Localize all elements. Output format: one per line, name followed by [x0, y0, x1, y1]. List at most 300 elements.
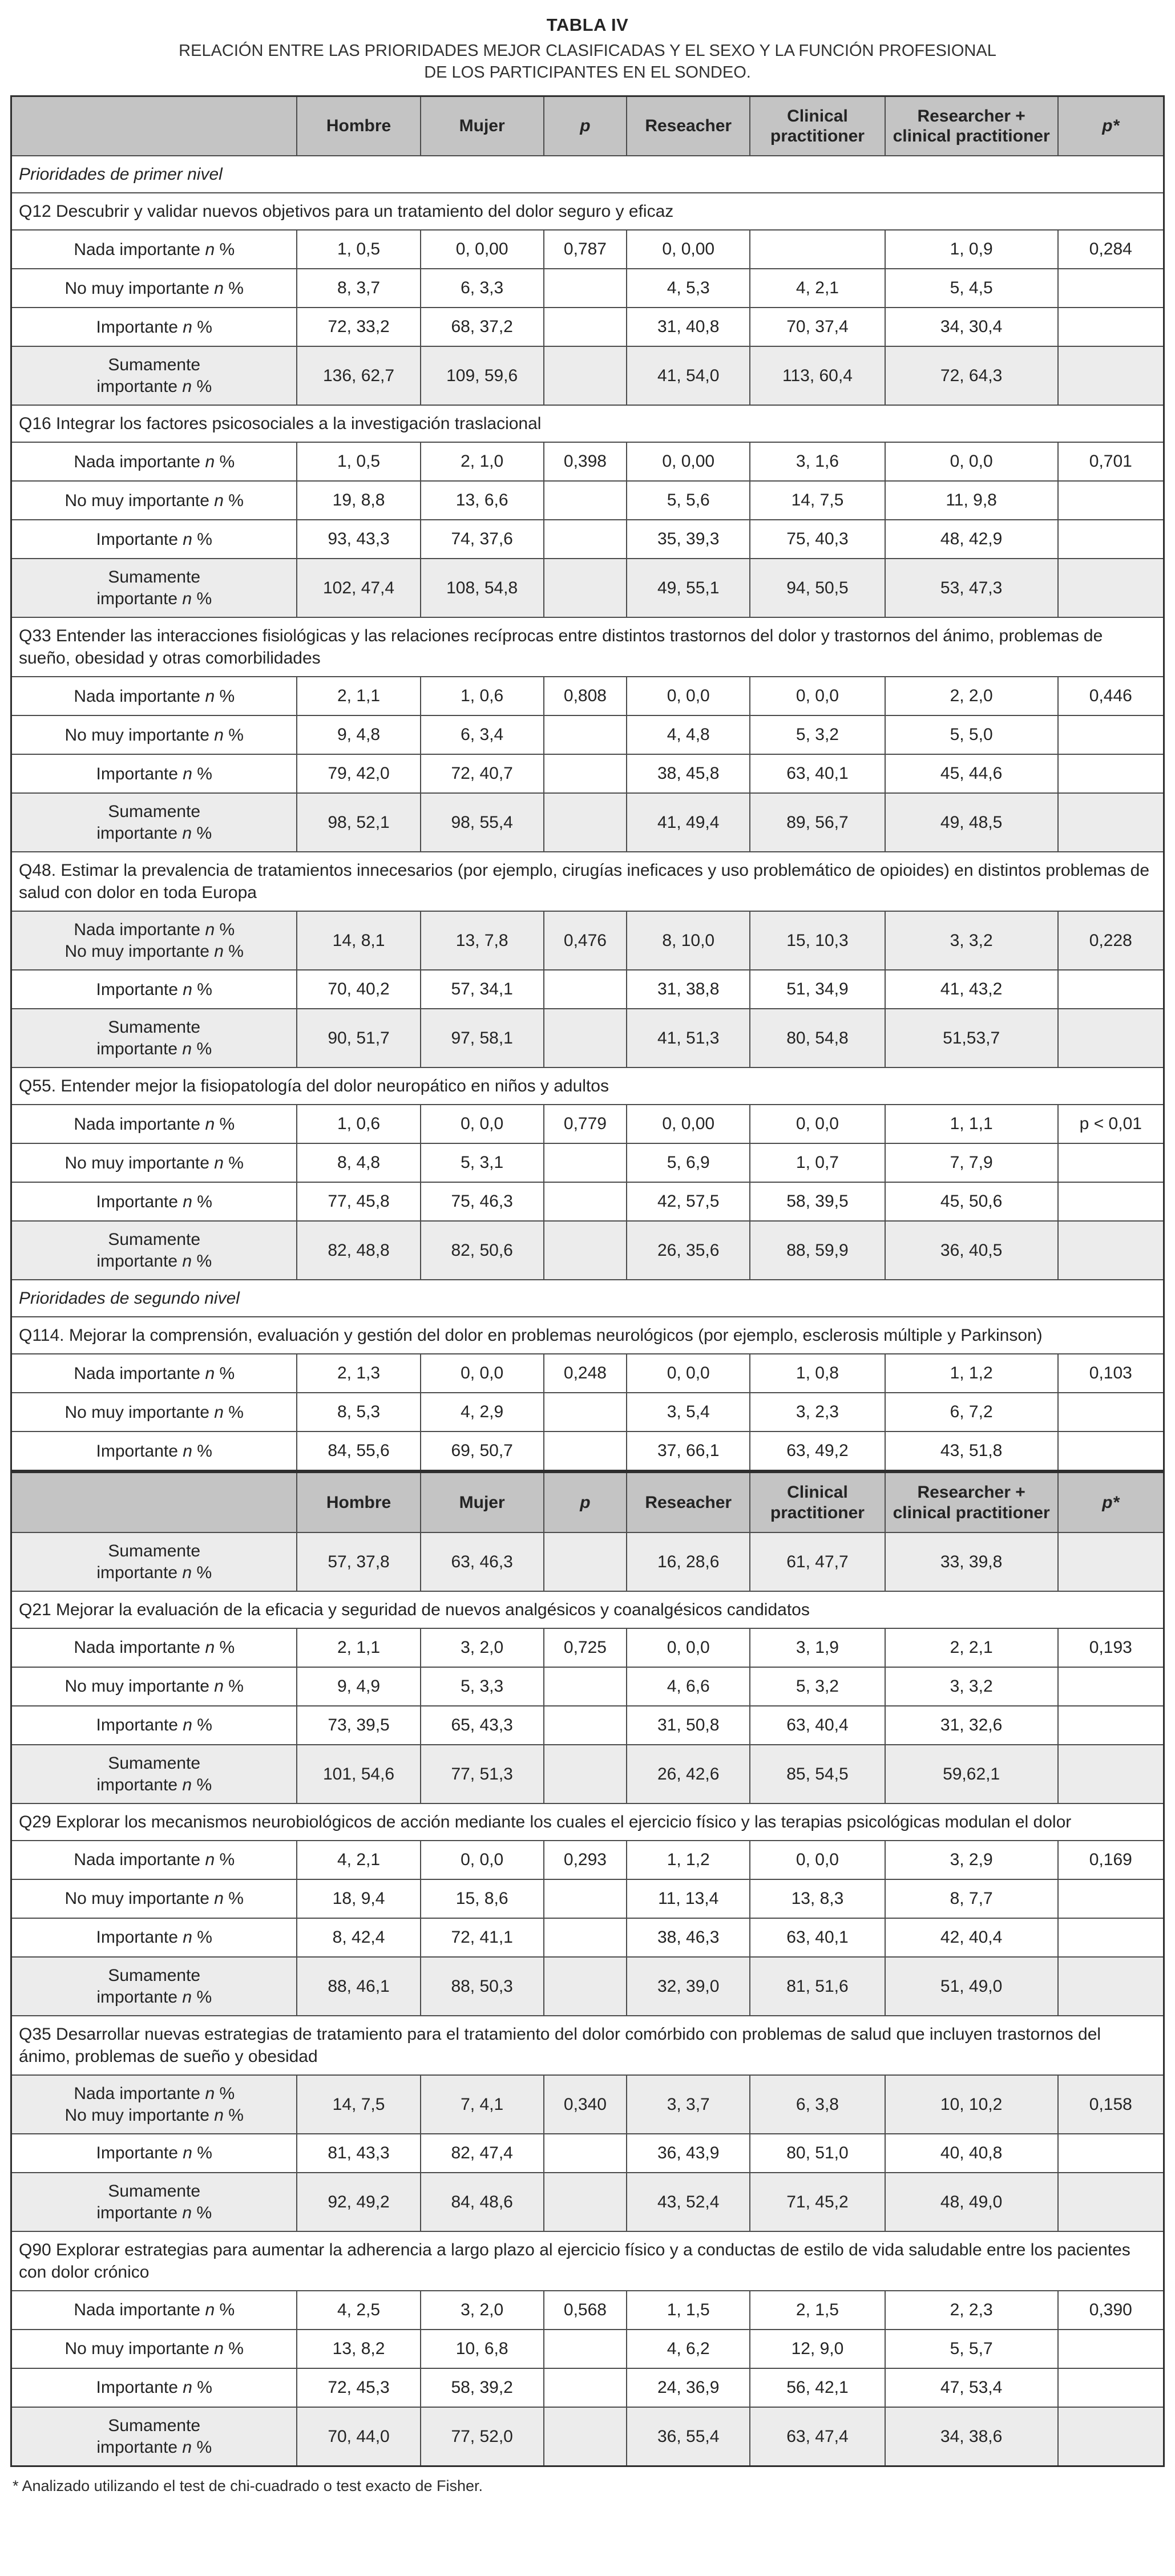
- cell-clinical-practitioner: 15, 10,3: [750, 911, 885, 970]
- row-label: Sumamente importante n %: [11, 2173, 297, 2231]
- row-label: Importante n %: [11, 1706, 297, 1745]
- cell-clinical-practitioner: 5, 3,2: [750, 1667, 885, 1706]
- question-row: [11, 1317, 1164, 1354]
- cell-p: [544, 2134, 627, 2173]
- question-row: [11, 405, 1164, 442]
- question-row: [11, 1591, 1164, 1628]
- cell-reseacher: 0, 0,00: [627, 442, 750, 481]
- cell-p: 0,476: [544, 911, 627, 970]
- cell-clinical-practitioner: 80, 54,8: [750, 1009, 885, 1067]
- cell-p-star: [1058, 1667, 1164, 1706]
- section-text: Prioridades de segundo nivel: [11, 1280, 1164, 1317]
- cell-p: [544, 2173, 627, 2231]
- cell-clinical-practitioner: 0, 0,0: [750, 677, 885, 715]
- column-header-researcher-clinical-practitioner: Researcher + clinical practitioner: [885, 96, 1058, 156]
- cell-reseacher: 4, 6,6: [627, 1667, 750, 1706]
- cell-p-star: [1058, 793, 1164, 852]
- cell-p: 0,340: [544, 2075, 627, 2134]
- cell-reseacher: 38, 46,3: [627, 1918, 750, 1957]
- cell-clinical-practitioner: 51, 34,9: [750, 970, 885, 1009]
- cell-hombre: 4, 2,5: [297, 2291, 420, 2330]
- cell-mujer: 13, 6,6: [421, 481, 544, 520]
- table-row: [11, 793, 1164, 852]
- column-header-hombre: Hombre: [297, 1471, 420, 1532]
- row-label: Nada importante n % No muy importante n %: [11, 911, 297, 970]
- cell-mujer: 0, 0,0: [421, 1841, 544, 1879]
- row-label: No muy importante n %: [11, 2330, 297, 2368]
- row-label: No muy importante n %: [11, 269, 297, 308]
- row-label: Importante n %: [11, 520, 297, 559]
- table-row: [11, 1706, 1164, 1745]
- cell-reseacher: 31, 50,8: [627, 1706, 750, 1745]
- table-row: [11, 442, 1164, 481]
- cell-researcher-clinical-practitioner: 1, 1,2: [885, 1354, 1058, 1393]
- cell-p-star: 0,193: [1058, 1628, 1164, 1667]
- cell-researcher-clinical-practitioner: 1, 1,1: [885, 1105, 1058, 1143]
- row-label: Nada importante n %: [11, 230, 297, 269]
- cell-p: [544, 2330, 627, 2368]
- cell-mujer: 1, 0,6: [421, 677, 544, 715]
- row-label: No muy importante n %: [11, 1393, 297, 1431]
- cell-researcher-clinical-practitioner: 5, 4,5: [885, 269, 1058, 308]
- table-row: [11, 677, 1164, 715]
- cell-p: [544, 1393, 627, 1431]
- cell-researcher-clinical-practitioner: 48, 49,0: [885, 2173, 1058, 2231]
- cell-p-star: [1058, 1745, 1164, 1803]
- cell-mujer: 13, 7,8: [421, 911, 544, 970]
- cell-mujer: 74, 37,6: [421, 520, 544, 559]
- table-footnote: * Analizado utilizando el test de chi-cuadrado o test exacto de Fisher.: [13, 2477, 483, 2495]
- cell-reseacher: 36, 43,9: [627, 2134, 750, 2173]
- cell-reseacher: 49, 55,1: [627, 559, 750, 617]
- row-label: Nada importante n %: [11, 442, 297, 481]
- table-row: [11, 2407, 1164, 2466]
- cell-mujer: 68, 37,2: [421, 308, 544, 346]
- cell-mujer: 3, 2,0: [421, 1628, 544, 1667]
- column-header-label: [11, 96, 297, 156]
- cell-hombre: 57, 37,8: [297, 1532, 420, 1591]
- cell-reseacher: 0, 0,00: [627, 1105, 750, 1143]
- cell-hombre: 101, 54,6: [297, 1745, 420, 1803]
- column-header-p-star: p*: [1058, 96, 1164, 156]
- question-text: Q16 Integrar los factores psicosociales a la investigación traslacional: [11, 405, 1164, 442]
- cell-p-star: [1058, 308, 1164, 346]
- cell-researcher-clinical-practitioner: 2, 2,3: [885, 2291, 1058, 2330]
- row-label: No muy importante n %: [11, 1667, 297, 1706]
- table-row: [11, 1182, 1164, 1221]
- question-row: [11, 2016, 1164, 2075]
- cell-reseacher: 16, 28,6: [627, 1532, 750, 1591]
- cell-mujer: 5, 3,3: [421, 1667, 544, 1706]
- cell-researcher-clinical-practitioner: 1, 0,9: [885, 230, 1058, 269]
- table-subtitle-line-1: RELACIÓN ENTRE LAS PRIORIDADES MEJOR CLASIFICADAS Y EL SEXO Y LA FUNCIÓN PROFESIONAL: [179, 42, 996, 60]
- cell-p: [544, 1009, 627, 1067]
- cell-p-star: 0,446: [1058, 677, 1164, 715]
- cell-p: [544, 1143, 627, 1182]
- table-row: [11, 911, 1164, 970]
- table-row: [11, 2330, 1164, 2368]
- cell-hombre: 1, 0,5: [297, 230, 420, 269]
- cell-p: [544, 308, 627, 346]
- cell-clinical-practitioner: 12, 9,0: [750, 2330, 885, 2368]
- question-text: Q35 Desarrollar nuevas estrategias de tratamiento para el tratamiento del dolor comórbido con problemas de salud que incluyen trastornos del ánimo, problemas de sueño y obesidad: [11, 2016, 1164, 2075]
- cell-researcher-clinical-practitioner: 31, 32,6: [885, 1706, 1058, 1745]
- cell-hombre: 13, 8,2: [297, 2330, 420, 2368]
- cell-p: [544, 754, 627, 793]
- cell-reseacher: 37, 66,1: [627, 1431, 750, 1471]
- row-label: Importante n %: [11, 308, 297, 346]
- cell-reseacher: 31, 38,8: [627, 970, 750, 1009]
- cell-reseacher: 5, 6,9: [627, 1143, 750, 1182]
- cell-mujer: 98, 55,4: [421, 793, 544, 852]
- cell-p-star: [1058, 346, 1164, 405]
- row-label: Nada importante n %: [11, 1628, 297, 1667]
- cell-mujer: 0, 0,0: [421, 1105, 544, 1143]
- cell-p-star: [1058, 1879, 1164, 1918]
- table-row: [11, 230, 1164, 269]
- cell-reseacher: 5, 5,6: [627, 481, 750, 520]
- cell-researcher-clinical-practitioner: 2, 2,1: [885, 1628, 1058, 1667]
- column-header-label: [11, 1471, 297, 1532]
- question-text: Q114. Mejorar la comprensión, evaluación y gestión del dolor en problemas neurológicos (por ejemplo, esclerosis múltiple y Parkinson): [11, 1317, 1164, 1354]
- row-label: Sumamente importante n %: [11, 1957, 297, 2016]
- cell-hombre: 92, 49,2: [297, 2173, 420, 2231]
- cell-p: 0,808: [544, 677, 627, 715]
- row-label: Nada importante n %: [11, 677, 297, 715]
- table-row: [11, 481, 1164, 520]
- column-header-p: p: [544, 1471, 627, 1532]
- cell-p-star: [1058, 269, 1164, 308]
- cell-hombre: 102, 47,4: [297, 559, 420, 617]
- cell-researcher-clinical-practitioner: 47, 53,4: [885, 2368, 1058, 2407]
- cell-clinical-practitioner: 88, 59,9: [750, 1221, 885, 1280]
- cell-reseacher: 1, 1,2: [627, 1841, 750, 1879]
- cell-reseacher: 41, 51,3: [627, 1009, 750, 1067]
- column-header-clinical-practitioner: Clinical practitioner: [750, 96, 885, 156]
- cell-p: [544, 269, 627, 308]
- table-row: [11, 308, 1164, 346]
- table-row: [11, 715, 1164, 754]
- cell-p-star: [1058, 481, 1164, 520]
- cell-p: [544, 1182, 627, 1221]
- cell-mujer: 4, 2,9: [421, 1393, 544, 1431]
- cell-reseacher: 4, 5,3: [627, 269, 750, 308]
- column-header-reseacher: Reseacher: [627, 1471, 750, 1532]
- cell-researcher-clinical-practitioner: 49, 48,5: [885, 793, 1058, 852]
- cell-p: [544, 1745, 627, 1803]
- cell-reseacher: 3, 5,4: [627, 1393, 750, 1431]
- cell-researcher-clinical-practitioner: 42, 40,4: [885, 1918, 1058, 1957]
- cell-clinical-practitioner: 63, 49,2: [750, 1431, 885, 1471]
- cell-clinical-practitioner: 58, 39,5: [750, 1182, 885, 1221]
- cell-clinical-practitioner: 61, 47,7: [750, 1532, 885, 1591]
- cell-p-star: [1058, 970, 1164, 1009]
- cell-clinical-practitioner: 63, 40,1: [750, 1918, 885, 1957]
- cell-p-star: [1058, 520, 1164, 559]
- cell-reseacher: 36, 55,4: [627, 2407, 750, 2466]
- cell-clinical-practitioner: [750, 230, 885, 269]
- cell-researcher-clinical-practitioner: 48, 42,9: [885, 520, 1058, 559]
- table-row: [11, 2075, 1164, 2134]
- table-title: TABLA IV: [546, 15, 629, 35]
- cell-reseacher: 42, 57,5: [627, 1182, 750, 1221]
- row-label: Importante n %: [11, 754, 297, 793]
- question-text: Q12 Descubrir y validar nuevos objetivos para un tratamiento del dolor seguro y eficaz: [11, 193, 1164, 230]
- cell-researcher-clinical-practitioner: 36, 40,5: [885, 1221, 1058, 1280]
- cell-p-star: 0,390: [1058, 2291, 1164, 2330]
- cell-reseacher: 38, 45,8: [627, 754, 750, 793]
- cell-hombre: 14, 8,1: [297, 911, 420, 970]
- cell-reseacher: 1, 1,5: [627, 2291, 750, 2330]
- row-label: Nada importante n %: [11, 1354, 297, 1393]
- cell-p-star: [1058, 1431, 1164, 1471]
- question-row: [11, 1803, 1164, 1841]
- column-header-reseacher: Reseacher: [627, 96, 750, 156]
- table-row: [11, 1841, 1164, 1879]
- cell-p: 0,787: [544, 230, 627, 269]
- table-row: [11, 1009, 1164, 1067]
- cell-researcher-clinical-practitioner: 5, 5,0: [885, 715, 1058, 754]
- question-text: Q55. Entender mejor la fisiopatología del dolor neuropático en niños y adultos: [11, 1067, 1164, 1105]
- row-label: No muy importante n %: [11, 1143, 297, 1182]
- cell-p: [544, 1706, 627, 1745]
- row-label: Importante n %: [11, 1182, 297, 1221]
- cell-mujer: 0, 0,00: [421, 230, 544, 269]
- cell-researcher-clinical-practitioner: 43, 51,8: [885, 1431, 1058, 1471]
- question-text: Q48. Estimar la prevalencia de tratamientos innecesarios (por ejemplo, cirugías ineficaces y uso problemático de opioides) en distintos problemas de salud con dolor en toda Europa: [11, 852, 1164, 911]
- cell-clinical-practitioner: 3, 1,6: [750, 442, 885, 481]
- row-label: Nada importante n % No muy importante n %: [11, 2075, 297, 2134]
- column-header-clinical-practitioner: Clinical practitioner: [750, 1471, 885, 1532]
- cell-p: 0,398: [544, 442, 627, 481]
- cell-hombre: 19, 8,8: [297, 481, 420, 520]
- cell-clinical-practitioner: 2, 1,5: [750, 2291, 885, 2330]
- cell-p: [544, 1879, 627, 1918]
- cell-reseacher: 0, 0,0: [627, 1354, 750, 1393]
- cell-mujer: 10, 6,8: [421, 2330, 544, 2368]
- cell-p-star: [1058, 1009, 1164, 1067]
- row-label: Importante n %: [11, 1918, 297, 1957]
- cell-p: [544, 1918, 627, 1957]
- table-row: [11, 2291, 1164, 2330]
- cell-clinical-practitioner: 63, 40,4: [750, 1706, 885, 1745]
- question-row: [11, 193, 1164, 230]
- cell-mujer: 77, 52,0: [421, 2407, 544, 2466]
- question-text: Q29 Explorar los mecanismos neurobiológicos de acción mediante los cuales el ejercicio físico y las terapias psicológicas modulan el dolor: [11, 1803, 1164, 1841]
- row-label: Sumamente importante n %: [11, 346, 297, 405]
- cell-clinical-practitioner: 1, 0,7: [750, 1143, 885, 1182]
- cell-hombre: 4, 2,1: [297, 1841, 420, 1879]
- cell-hombre: 8, 5,3: [297, 1393, 420, 1431]
- cell-mujer: 75, 46,3: [421, 1182, 544, 1221]
- table-row: [11, 346, 1164, 405]
- cell-p-star: [1058, 1143, 1164, 1182]
- row-label: No muy importante n %: [11, 715, 297, 754]
- cell-p-star: [1058, 1957, 1164, 2016]
- results-table: [10, 95, 1165, 2468]
- table-header-row: [11, 1471, 1164, 1532]
- cell-researcher-clinical-practitioner: 3, 3,2: [885, 1667, 1058, 1706]
- cell-hombre: 2, 1,3: [297, 1354, 420, 1393]
- cell-p: 0,779: [544, 1105, 627, 1143]
- cell-hombre: 18, 9,4: [297, 1879, 420, 1918]
- cell-reseacher: 3, 3,7: [627, 2075, 750, 2134]
- question-row: [11, 1067, 1164, 1105]
- cell-mujer: 5, 3,1: [421, 1143, 544, 1182]
- cell-clinical-practitioner: 70, 37,4: [750, 308, 885, 346]
- table-row: [11, 2134, 1164, 2173]
- table-row: [11, 1431, 1164, 1471]
- cell-researcher-clinical-practitioner: 34, 38,6: [885, 2407, 1058, 2466]
- question-text: Q90 Explorar estrategias para aumentar la adherencia a largo plazo al ejercicio físico y a conductas de estilo de vida saludable entre los pacientes con dolor crónico: [11, 2231, 1164, 2291]
- row-label: Nada importante n %: [11, 1841, 297, 1879]
- cell-p: [544, 1957, 627, 2016]
- cell-clinical-practitioner: 80, 51,0: [750, 2134, 885, 2173]
- cell-hombre: 82, 48,8: [297, 1221, 420, 1280]
- cell-clinical-practitioner: 0, 0,0: [750, 1105, 885, 1143]
- cell-clinical-practitioner: 113, 60,4: [750, 346, 885, 405]
- table-row: [11, 1393, 1164, 1431]
- cell-hombre: 14, 7,5: [297, 2075, 420, 2134]
- column-header-hombre: Hombre: [297, 96, 420, 156]
- cell-researcher-clinical-practitioner: 10, 10,2: [885, 2075, 1058, 2134]
- row-label: No muy importante n %: [11, 481, 297, 520]
- cell-mujer: 3, 2,0: [421, 2291, 544, 2330]
- cell-p-star: [1058, 2368, 1164, 2407]
- cell-hombre: 9, 4,9: [297, 1667, 420, 1706]
- row-label: Sumamente importante n %: [11, 559, 297, 617]
- cell-researcher-clinical-practitioner: 7, 7,9: [885, 1143, 1058, 1182]
- column-header-mujer: Mujer: [421, 1471, 544, 1532]
- table-subtitle-line-2: DE LOS PARTICIPANTES EN EL SONDEO.: [424, 63, 751, 82]
- column-header-p-star: p*: [1058, 1471, 1164, 1532]
- cell-hombre: 98, 52,1: [297, 793, 420, 852]
- cell-researcher-clinical-practitioner: 33, 39,8: [885, 1532, 1058, 1591]
- cell-p-star: [1058, 2407, 1164, 2466]
- question-row: [11, 2231, 1164, 2291]
- cell-p-star: [1058, 2134, 1164, 2173]
- cell-hombre: 9, 4,8: [297, 715, 420, 754]
- cell-researcher-clinical-practitioner: 72, 64,3: [885, 346, 1058, 405]
- cell-hombre: 84, 55,6: [297, 1431, 420, 1471]
- cell-p-star: 0,103: [1058, 1354, 1164, 1393]
- cell-mujer: 6, 3,4: [421, 715, 544, 754]
- table-body: [11, 96, 1164, 2466]
- cell-p-star: [1058, 559, 1164, 617]
- cell-clinical-practitioner: 3, 1,9: [750, 1628, 885, 1667]
- row-label: Importante n %: [11, 2134, 297, 2173]
- table-row: [11, 1879, 1164, 1918]
- cell-p-star: 0,158: [1058, 2075, 1164, 2134]
- cell-clinical-practitioner: 63, 40,1: [750, 754, 885, 793]
- cell-mujer: 82, 50,6: [421, 1221, 544, 1280]
- cell-researcher-clinical-practitioner: 53, 47,3: [885, 559, 1058, 617]
- table-row: [11, 1105, 1164, 1143]
- cell-hombre: 88, 46,1: [297, 1957, 420, 2016]
- cell-hombre: 72, 45,3: [297, 2368, 420, 2407]
- cell-researcher-clinical-practitioner: 11, 9,8: [885, 481, 1058, 520]
- row-label: No muy importante n %: [11, 1879, 297, 1918]
- cell-p: [544, 970, 627, 1009]
- cell-mujer: 77, 51,3: [421, 1745, 544, 1803]
- cell-mujer: 72, 41,1: [421, 1918, 544, 1957]
- table-row: [11, 1354, 1164, 1393]
- cell-p: [544, 1221, 627, 1280]
- cell-p-star: [1058, 2330, 1164, 2368]
- cell-p-star: [1058, 1221, 1164, 1280]
- cell-mujer: 69, 50,7: [421, 1431, 544, 1471]
- cell-mujer: 109, 59,6: [421, 346, 544, 405]
- section-row: [11, 1280, 1164, 1317]
- cell-p: [544, 1431, 627, 1471]
- cell-p-star: [1058, 1706, 1164, 1745]
- table-row: [11, 1918, 1164, 1957]
- cell-clinical-practitioner: 6, 3,8: [750, 2075, 885, 2134]
- cell-mujer: 2, 1,0: [421, 442, 544, 481]
- cell-mujer: 65, 43,3: [421, 1706, 544, 1745]
- table-row: [11, 1143, 1164, 1182]
- cell-reseacher: 32, 39,0: [627, 1957, 750, 2016]
- cell-reseacher: 41, 49,4: [627, 793, 750, 852]
- table-row: [11, 754, 1164, 793]
- table-row: [11, 1745, 1164, 1803]
- row-label: Sumamente importante n %: [11, 1009, 297, 1067]
- cell-hombre: 2, 1,1: [297, 677, 420, 715]
- cell-clinical-practitioner: 89, 56,7: [750, 793, 885, 852]
- cell-clinical-practitioner: 3, 2,3: [750, 1393, 885, 1431]
- cell-hombre: 1, 0,6: [297, 1105, 420, 1143]
- row-label: Nada importante n %: [11, 2291, 297, 2330]
- cell-p: 0,248: [544, 1354, 627, 1393]
- row-label: Sumamente importante n %: [11, 1745, 297, 1803]
- cell-p: [544, 520, 627, 559]
- cell-p-star: [1058, 754, 1164, 793]
- cell-hombre: 73, 39,5: [297, 1706, 420, 1745]
- row-label: Sumamente importante n %: [11, 793, 297, 852]
- cell-hombre: 72, 33,2: [297, 308, 420, 346]
- cell-hombre: 79, 42,0: [297, 754, 420, 793]
- cell-hombre: 70, 44,0: [297, 2407, 420, 2466]
- cell-p-star: [1058, 1918, 1164, 1957]
- cell-p: 0,568: [544, 2291, 627, 2330]
- cell-p-star: [1058, 715, 1164, 754]
- cell-clinical-practitioner: 85, 54,5: [750, 1745, 885, 1803]
- cell-mujer: 82, 47,4: [421, 2134, 544, 2173]
- cell-researcher-clinical-practitioner: 40, 40,8: [885, 2134, 1058, 2173]
- cell-clinical-practitioner: 63, 47,4: [750, 2407, 885, 2466]
- cell-mujer: 88, 50,3: [421, 1957, 544, 2016]
- cell-hombre: 1, 0,5: [297, 442, 420, 481]
- cell-reseacher: 4, 6,2: [627, 2330, 750, 2368]
- cell-reseacher: 0, 0,0: [627, 1628, 750, 1667]
- cell-mujer: 15, 8,6: [421, 1879, 544, 1918]
- table-row: [11, 559, 1164, 617]
- section-row: [11, 156, 1164, 193]
- cell-researcher-clinical-practitioner: 51, 49,0: [885, 1957, 1058, 2016]
- cell-p: [544, 481, 627, 520]
- cell-hombre: 8, 42,4: [297, 1918, 420, 1957]
- cell-p-star: 0,701: [1058, 442, 1164, 481]
- row-label: Importante n %: [11, 1431, 297, 1471]
- cell-reseacher: 26, 42,6: [627, 1745, 750, 1803]
- cell-p-star: p < 0,01: [1058, 1105, 1164, 1143]
- cell-p-star: [1058, 2173, 1164, 2231]
- cell-hombre: 93, 43,3: [297, 520, 420, 559]
- cell-p: [544, 715, 627, 754]
- cell-reseacher: 41, 54,0: [627, 346, 750, 405]
- cell-mujer: 72, 40,7: [421, 754, 544, 793]
- section-text: Prioridades de primer nivel: [11, 156, 1164, 193]
